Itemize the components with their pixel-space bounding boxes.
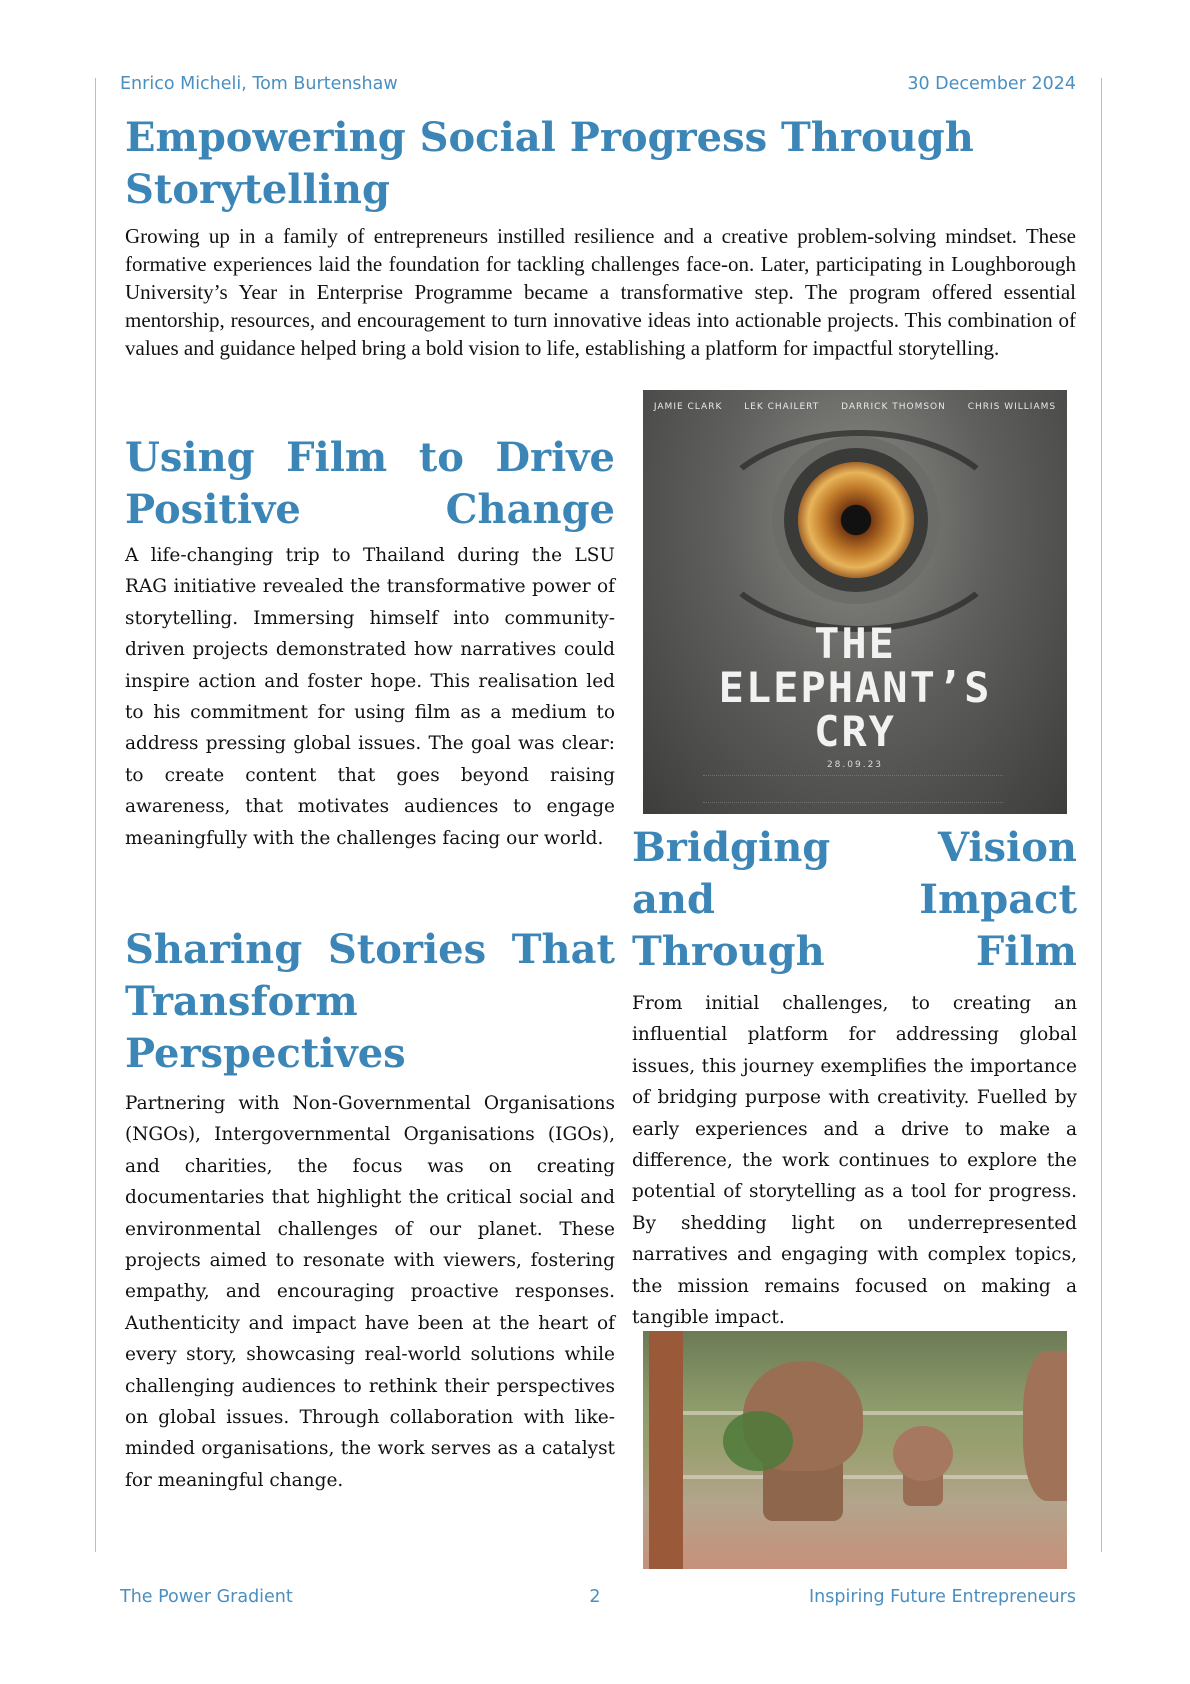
elephant-eye-graphic xyxy=(798,462,914,578)
poster-credit: CHRIS WILLIAMS xyxy=(967,402,1057,412)
poster-credit: JAMIE CLARK xyxy=(653,402,723,412)
film-section-body: A life-changing trip to Thailand during the LSU RAG initiative revealed the transformative power of storytelling. Immersing himself into community-driven projects demonstrated how narratives could inspire action and foster hope. This realisation led to his commitment for using film as a medium to address pressing global issues. The goal was clear: to create content that goes beyond raising awareness, that motivates audiences to engage meaningfully with the challenges facing our world. xyxy=(125,545,615,849)
poster-release-date: 28.09.23 xyxy=(826,760,884,770)
poster-credit: LEK CHAILERT xyxy=(744,402,820,412)
header-date: 30 December 2024 xyxy=(907,74,1076,94)
intro-paragraph: Growing up in a family of entrepreneurs instilled resilience and a creative problem-solving mindset. These formative experiences laid the foundation for tackling challenges face-on. Later, participating in Loughborough University’s Year in Enterprise Programme became a transformative step. The program offered essential mentorship, resources, and encouragement to turn innovative ideas into actionable projects. This combination of values and guidance helped bring a bold vision to life, establishing a platform for impactful storytelling. xyxy=(125,224,1076,360)
left-margin-rule xyxy=(95,78,96,1552)
header-authors: Enrico Micheli, Tom Burtenshaw xyxy=(120,74,398,94)
partial-elephant-graphic xyxy=(1023,1351,1067,1501)
poster-title-line: ELEPHANT’S xyxy=(718,663,992,712)
right-margin-rule xyxy=(1101,78,1102,1552)
poster-credit: DARRICK THOMSON xyxy=(841,402,946,412)
bridging-section-body: From initial challenges, to creating an influential platform for addressing global issues, this journey exemplifies the importance of bridging purpose with creativity. Fuelled by early experiences and a drive to make a difference, the work continues to explore the potential of storytelling as a tool for progress. By shedding light on underrepresented narratives and engaging with complex topics, the mission remains focused on making a tangible impact. xyxy=(632,993,1077,1329)
page-title: Empowering Social Progress Through Storytelling xyxy=(125,114,974,213)
page-number: 2 xyxy=(589,1587,601,1607)
elephants-photo xyxy=(643,1331,1067,1569)
baby-elephant-graphic xyxy=(893,1426,953,1481)
foliage-graphic xyxy=(723,1411,793,1471)
bridging-section-heading: Bridging Vision and Impact Through Film xyxy=(632,824,1077,975)
footer-publication: The Power Gradient xyxy=(120,1587,293,1607)
sharing-section-heading: Sharing Stories That Transform Perspectives xyxy=(125,926,615,1077)
poster-credits xyxy=(643,402,1067,412)
poster-title-line: THE xyxy=(814,619,896,668)
film-section-heading: Using Film to Drive Positive Change xyxy=(125,434,615,533)
poster-fine-print xyxy=(703,775,1003,803)
poster-title xyxy=(643,619,1067,756)
footer-tagline: Inspiring Future Entrepreneurs xyxy=(809,1587,1076,1607)
sharing-section-body: Partnering with Non-Governmental Organisations (NGOs), Intergovernmental Organisations (IGOs), and charities, the focus was on creating documentaries that highlight the critical social and environmental challenges of our planet. These projects aimed to resonate with viewers, fostering empathy, and encouraging proactive responses. Authenticity and impact have been at the heart of every story, showcasing real-world solutions while challenging audiences to rethink their perspectives on global issues. Through collaboration with like-minded organisations, the work serves as a catalyst for meaningful change. xyxy=(125,1093,615,1491)
film-poster-image xyxy=(643,390,1067,814)
tree-trunk-graphic xyxy=(649,1331,683,1569)
poster-title-line: CRY xyxy=(814,707,896,756)
